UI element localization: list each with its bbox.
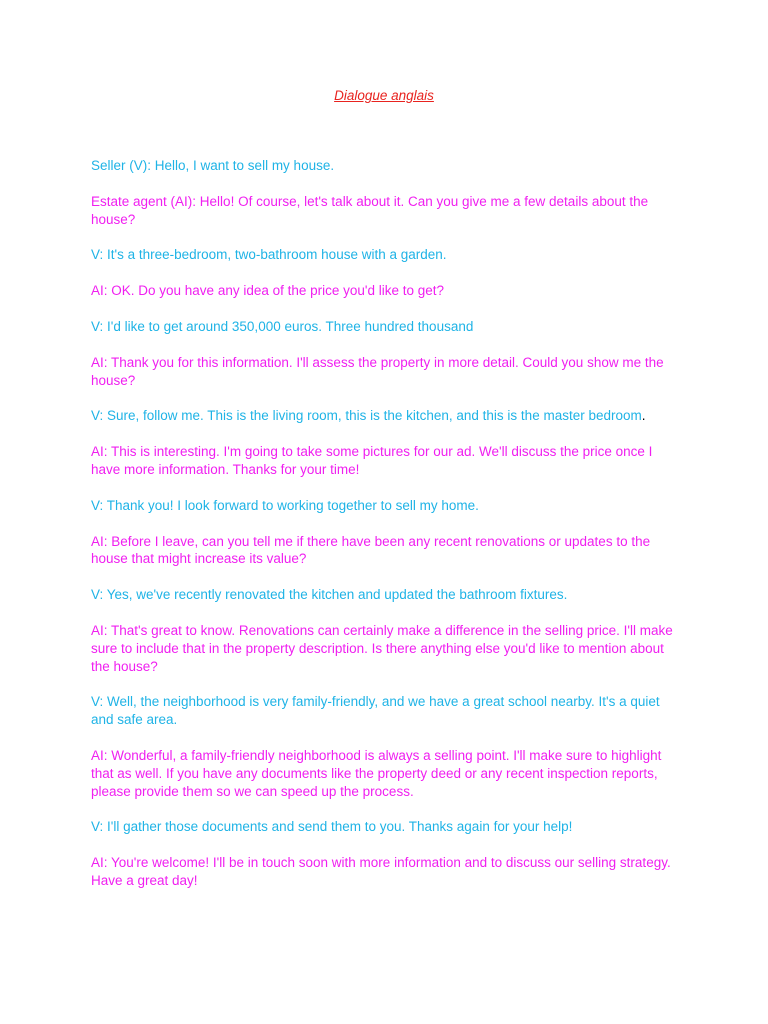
line-text: AI: That's great to know. Renovations can certainly make a difference in the selling price. I'll make sure to include that in the property description. Is there anything else you'd like to mention about the house? — [91, 622, 673, 674]
line-text: AI: OK. Do you have any idea of the price you'd like to get? — [91, 283, 445, 299]
seller-line — [91, 157, 681, 175]
seller-line — [91, 497, 681, 515]
line-text: AI: Wonderful, a family-friendly neighborhood is always a selling point. I'll make sure to highlight that as well. If you have any documents like the property deed or any recent inspection reports, please provide them so we can speed up the process. — [91, 747, 662, 799]
document-title: Dialogue anglais — [334, 88, 434, 103]
agent-line — [91, 282, 681, 300]
line-text: Estate agent (AI): Hello! Of course, let's talk about it. Can you give me a few details about the house? — [91, 193, 649, 227]
line-text: V: I'll gather those documents and send them to you. Thanks again for your help! — [91, 819, 573, 835]
line-text: V: Yes, we've recently renovated the kitchen and updated the bathroom fixtures. — [91, 587, 568, 603]
seller-line — [91, 818, 681, 836]
line-text: AI: You're welcome! I'll be in touch soon with more information and to discuss our selling strategy. Have a great day! — [91, 855, 671, 888]
line-text: V: Thank you! I look forward to working together to sell my home. — [91, 497, 479, 513]
agent-line — [91, 622, 681, 675]
seller-line — [91, 246, 681, 264]
agent-line — [91, 854, 681, 890]
agent-line — [91, 533, 681, 569]
dialogue-body — [91, 157, 681, 908]
line-text: V: Well, the neighborhood is very family-friendly, and we have a great school nearby. It's a quiet and safe area. — [91, 694, 660, 728]
line-text: V: I'd like to get around 350,000 euros. Three hundred thousand — [91, 318, 474, 334]
line-text: Seller (V): Hello, I want to sell my house. — [91, 158, 335, 173]
line-text: AI: This is interesting. I'm going to take some pictures for our ad. We'll discuss the price once I have more information. Thanks for your time! — [91, 444, 653, 477]
agent-line — [91, 747, 681, 800]
seller-line — [91, 693, 681, 729]
agent-line — [91, 193, 681, 229]
seller-line — [91, 586, 681, 604]
line-text: AI: Before I leave, can you tell me if there have been any recent renovations or updates to the house that might increase its value? — [91, 533, 651, 567]
agent-line — [91, 354, 681, 390]
line-trailing-punctuation: . — [641, 408, 646, 424]
line-text: AI: Thank you for this information. I'll assess the property in more detail. Could you show me the house? — [91, 354, 664, 388]
line-text: V: It's a three-bedroom, two-bathroom house with a garden. — [91, 247, 447, 263]
seller-line — [91, 318, 681, 336]
seller-line — [91, 407, 681, 425]
agent-line — [91, 443, 681, 479]
line-text: V: Sure, follow me. This is the living room, this is the kitchen, and this is the master bedroom — [91, 408, 642, 424]
